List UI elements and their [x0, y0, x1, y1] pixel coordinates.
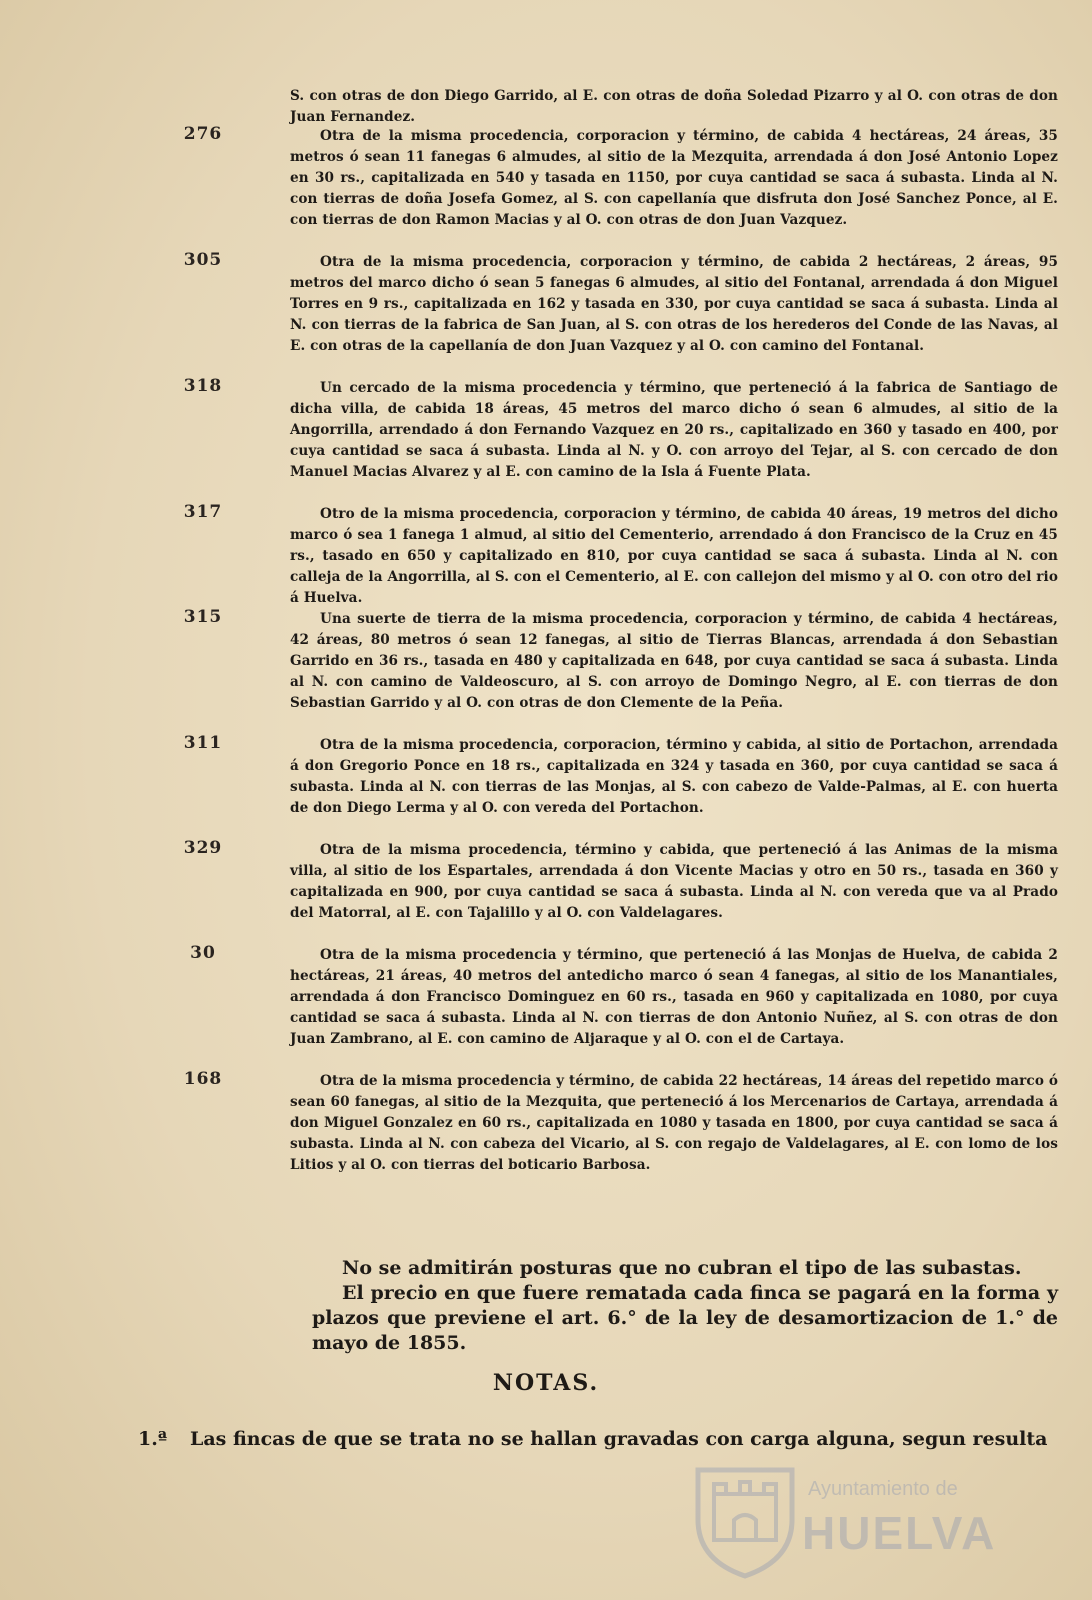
entry-number: 276	[183, 124, 223, 144]
entry	[0, 735, 1092, 840]
entry-number: 305	[183, 250, 223, 270]
note-number: 1.ª	[138, 1428, 168, 1450]
notes-title: NOTAS.	[492, 1370, 600, 1396]
entry-text: Un cercado de la misma procedencia y término, que perteneció á la fabrica de Santiago de dicha villa, de cabida 18 áreas, 45 metros del marco dicho ó sean 6 almudes, al sitio de la Angorrilla, arrendado á don Fernando Vazquez en 20 rs., capitalizado en 360 y tasado en 400, por cuya cantidad se saca á subasta. Linda al N. y O. con arroyo del Tejar, al S. con cercado de don Manuel Macias Alvarez y al E. con camino de la Isla á Fuente Plata.	[290, 380, 1058, 480]
entry-number: 30	[190, 943, 216, 963]
entry	[0, 504, 1092, 609]
entry-text: Otra de la misma procedencia, corporacion y término, de cabida 2 hectáreas, 2 áreas, 95 metros del marco dicho ó sean 5 fanegas 6 almudes, al sitio del Fontanal, arrendada á don Miguel Torres en 9 rs., capitalizada en 162 y tasada en 330, por cuya cantidad se saca á subasta. Linda al N. con tierras de la fabrica de San Juan, al S. con otras de los herederos del Conde de las Navas, al E. con otras de la capellanía de don Juan Vazquez y al O. con camino del Fontanal.	[290, 254, 1058, 354]
entry-number: 311	[183, 733, 223, 753]
closing-paragraph: El precio en que fuere rematada cada finca se pagará en la forma y plazos que previene el art. 6.° de la ley de desamortizacion de 1.° de mayo de 1855.	[312, 1282, 1058, 1354]
watermark	[690, 1460, 1020, 1580]
watermark-line1: Ayuntamiento de	[808, 1478, 958, 1500]
entry	[0, 945, 1092, 1071]
entry	[0, 840, 1092, 945]
entry	[0, 378, 1092, 504]
entry	[0, 1071, 1092, 1197]
entry	[0, 86, 1092, 126]
coat-of-arms-icon	[690, 1460, 800, 1580]
entry-text: Otra de la misma procedencia y término, de cabida 22 hectáreas, 14 áreas del repetido marco ó sean 60 fanegas, al sitio de la Mezquita, que perteneció á los Mercenarios de Cartaya, arrendada á don Miguel Gonzalez en 60 rs., capitalizada en 1080 y tasada en 1800, por cuya cantidad se saca á subasta. Linda al N. con cabeza del Vicario, al S. con regajo de Valdelagares, al E. con lomo de los Litios y al O. con tierras del boticario Barbosa.	[290, 1073, 1058, 1173]
entry-text: Otra de la misma procedencia y término, que perteneció á las Monjas de Huelva, de cabida 2 hectáreas, 21 áreas, 40 metros del antedicho marco ó sean 4 fanegas, al sitio de los Manantiales, arrendada á don Francisco Dominguez en 60 rs., tasada en 960 y capitalizada en 1080, por cuya cantidad se saca á subasta. Linda al N. con tierras de don Antonio Nuñez, al S. con otras de don Juan Zambrano, al E. con camino de Aljaraque y al O. con el de Cartaya.	[290, 947, 1058, 1047]
closing-paragraphs	[312, 1256, 1058, 1356]
entry	[0, 252, 1092, 378]
note-item	[138, 1426, 1058, 1452]
entry	[0, 609, 1092, 735]
entry-text: Otra de la misma procedencia, corporacion, término y cabida, al sitio de Portachon, arrendada á don Gregorio Ponce en 18 rs., capitalizada en 324 y tasada en 360, por cuya cantidad se saca á subasta. Linda al N. con tierras de las Monjas, al S. con cabezo de Valde-Palmas, al E. con huerta de don Diego Lerma y al O. con vereda del Portachon.	[290, 737, 1058, 816]
watermark-line2: HUELVA	[802, 1507, 997, 1559]
entry-text: Una suerte de tierra de la misma procedencia, corporacion y término, de cabida 4 hectáreas, 42 áreas, 80 metros ó sean 12 fanegas, al sitio de Tierras Blancas, arrendada á don Sebastian Garrido en 36 rs., tasada en 480 y capitalizada en 648, por cuya cantidad se saca á subasta. Linda al N. con camino de Valdeoscuro, al S. con arroyo de Domingo Negro, al E. con tierras de don Sebastian Garrido y al O. con otras de don Clemente de la Peña.	[290, 611, 1058, 711]
entry-number: 318	[183, 376, 223, 396]
entry-number: 317	[183, 502, 223, 522]
entry-text: Otro de la misma procedencia, corporacion y término, de cabida 40 áreas, 19 metros del dicho marco ó sea 1 fanega 1 almud, al sitio del Cementerio, arrendado á don Francisco de la Cruz en 45 rs., tasado en 650 y capitalizado en 810, por cuya cantidad se saca á subasta. Linda al N. con calleja de la Angorrilla, al S. con el Cementerio, al E. con callejon del mismo y al O. con otro del rio á Huelva.	[290, 506, 1058, 606]
entry-text: Otra de la misma procedencia, corporacion y término, de cabida 4 hectáreas, 24 áreas, 35 metros ó sean 11 fanegas 6 almudes, al sitio de la Mezquita, arrendada á don José Antonio Lopez en 30 rs., capitalizada en 540 y tasada en 1150, por cuya cantidad se saca á subasta. Linda al N. con tierras de doña Josefa Gomez, al S. con capellanía que disfruta don José Sanchez Ponce, al E. con tierras de don Ramon Macias y al O. con otras de don Juan Vazquez.	[290, 128, 1058, 228]
entry-number: 329	[183, 838, 223, 858]
entry-text: Otra de la misma procedencia, término y cabida, que perteneció á las Animas de la misma villa, al sitio de los Espartales, arrendada á don Vicente Macias y otro en 50 rs., tasada en 360 y capitalizada en 900, por cuya cantidad se saca á subasta. Linda al N. con vereda que va al Prado del Matorral, al E. con Tajalillo y al O. con Valdelagares.	[290, 842, 1058, 921]
entry-text: S. con otras de don Diego Garrido, al E. con otras de doña Soledad Pizarro y al O. con otras de don Juan Fernandez.	[290, 88, 1058, 125]
entry	[0, 126, 1092, 252]
entry-number: 315	[183, 607, 223, 627]
note-text: Las fincas de que se trata no se hallan gravadas con carga alguna, segun resulta	[190, 1428, 1048, 1450]
closing-paragraph: No se admitirán posturas que no cubran el tipo de las subastas.	[342, 1257, 1022, 1279]
entry-number: 168	[183, 1069, 223, 1089]
entries-list	[0, 86, 1092, 1197]
